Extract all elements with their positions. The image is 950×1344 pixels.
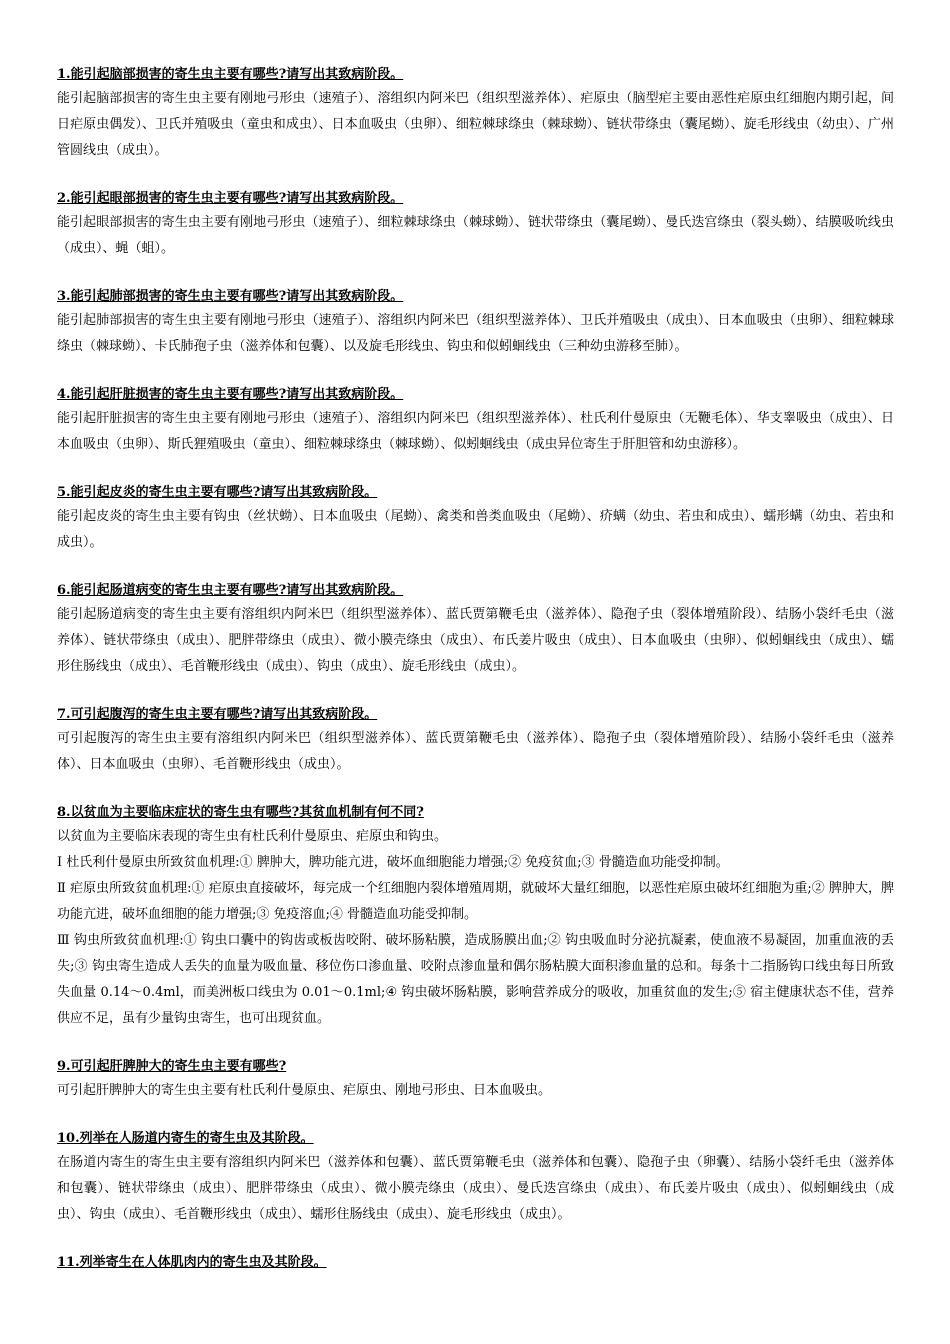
question-title: 2.能引起眼部损害的寄生虫主要有哪些?请写出其致病阶段。: [57, 191, 404, 206]
question-section-8: [57, 802, 894, 1032]
question-section-10: [57, 1128, 894, 1228]
question-section-7: [57, 704, 894, 778]
question-section-6: [57, 580, 894, 680]
question-title: 10.列举在人肠道内寄生的寄生虫及其阶段。: [57, 1131, 314, 1146]
answer-paragraph: Ⅰ 杜氏利什曼原虫所致贫血机理:① 脾肿大，脾功能亢进，破坏血细胞能力增强;② 免疫贫血;③ 骨髓造血功能受抑制。: [57, 855, 729, 870]
question-section-4: [57, 384, 894, 458]
question-title: 9.可引起肝脾肿大的寄生虫主要有哪些?: [57, 1059, 287, 1074]
answer-paragraph: 能引起眼部损害的寄生虫主要有刚地弓形虫（速殖子）、细粒棘球绦虫（棘球蚴）、链状带绦虫（囊尾蚴）、曼氏迭宫绦虫（裂头蚴）、结膜吸吮线虫（成虫）、蝇（蛆）。: [57, 215, 894, 256]
question-section-2: [57, 188, 894, 262]
answer-paragraph: 能引起肺部损害的寄生虫主要有刚地弓形虫（速殖子）、溶组织内阿米巴（组织型滋养体）、卫氏并殖吸虫（成虫）、日本血吸虫（虫卵）、细粒棘球绦虫（棘球蚴）、卡氏肺孢子虫（滋养体和包囊）、以及旋毛形线虫、钩虫和似蚓蛔线虫（三种幼虫游移至肺）。: [57, 313, 894, 354]
question-title: 6.能引起肠道病变的寄生虫主要有哪些?请写出其致病阶段。: [57, 583, 404, 598]
answer-paragraph: 能引起肝脏损害的寄生虫主要有刚地弓形虫（速殖子）、溶组织内阿米巴（组织型滋养体）、杜氏利什曼原虫（无鞭毛体）、华支睾吸虫（成虫）、日本血吸虫（虫卵）、斯氏狸殖吸虫（童虫）、细粒棘球绦虫（棘球蚴）、似蚓蛔线虫（成虫异位寄生于肝胆管和幼虫游移）。: [57, 411, 894, 452]
answer-paragraph: Ⅲ 钩虫所致贫血机理:① 钩虫口囊中的钩齿或板齿咬附、破坏肠粘膜，造成肠膜出血;② 钩虫吸血时分泌抗凝素，使血液不易凝固，加重血液的丢失;③ 钩虫寄生造成人丢失的血量为吸血量、移位伤口渗血量、咬附点渗血量和偶尔肠粘膜大面积渗血量的总和。每条十二指肠钩口线虫每日所致失血量 0.14～0.4ml，而美洲板口线虫为 0.01～0.1ml;④ 钩虫破坏肠粘膜，影响营养成分的吸收，加重贫血的发生;⑤ 宿主健康状态不佳，营养供应不足，虽有少量钩虫寄生，也可出现贫血。: [57, 933, 894, 1026]
answer-paragraph: 以贫血为主要临床表现的寄生虫有杜氏利什曼原虫、疟原虫和钩虫。: [57, 829, 448, 844]
question-title: 11.列举寄生在人体肌肉内的寄生虫及其阶段。: [57, 1255, 327, 1270]
question-section-3: [57, 286, 894, 360]
question-title: 5.能引起皮炎的寄生虫主要有哪些?请写出其致病阶段。: [57, 485, 378, 500]
answer-paragraph: 可引起腹泻的寄生虫主要有溶组织内阿米巴（组织型滋养体）、蓝氏贾第鞭毛虫（滋养体）、隐孢子虫（裂体增殖阶段）、结肠小袋纤毛虫（滋养体）、日本血吸虫（虫卵）、毛首鞭形线虫（成虫）。: [57, 731, 894, 772]
question-section-1: [57, 64, 894, 164]
question-section-9: [57, 1056, 894, 1104]
question-title: 4.能引起肝脏损害的寄生虫主要有哪些?请写出其致病阶段。: [57, 387, 404, 402]
answer-paragraph: 能引起皮炎的寄生虫主要有钩虫（丝状蚴）、日本血吸虫（尾蚴）、禽类和兽类血吸虫（尾蚴）、疥螨（幼虫、若虫和成虫）、蠕形螨（幼虫、若虫和成虫）。: [57, 509, 894, 550]
question-title: 8.以贫血为主要临床症状的寄生虫有哪些?其贫血机制有何不同?: [57, 805, 424, 820]
question-section-11: [57, 1252, 894, 1274]
answer-paragraph: Ⅱ 疟原虫所致贫血机理:① 疟原虫直接破坏，每完成一个红细胞内裂体增殖周期，就破坏大量红细胞，以恶性疟原虫破坏红细胞为重;② 脾肿大，脾功能亢进，破坏血细胞的能力增强;③ 免疫溶血;④ 骨髓造血功能受抑制。: [57, 881, 894, 922]
question-title: 7.可引起腹泻的寄生虫主要有哪些?请写出其致病阶段。: [57, 707, 378, 722]
question-title: 1.能引起脑部损害的寄生虫主要有哪些?请写出其致病阶段。: [57, 67, 404, 82]
answer-paragraph: 能引起肠道病变的寄生虫主要有溶组织内阿米巴（组织型滋养体）、蓝氏贾第鞭毛虫（滋养体）、隐孢子虫（裂体增殖阶段）、结肠小袋纤毛虫（滋养体）、链状带绦虫（成虫）、肥胖带绦虫（成虫）、微小膜壳绦虫（成虫）、布氏姜片吸虫（成虫）、日本血吸虫（虫卵）、似蚓蛔线虫（成虫）、蠕形住肠线虫（成虫）、毛首鞭形线虫（成虫）、钩虫（成虫）、旋毛形线虫（成虫）。: [57, 607, 894, 674]
answer-paragraph: 能引起脑部损害的寄生虫主要有刚地弓形虫（速殖子）、溶组织内阿米巴（组织型滋养体）、疟原虫（脑型疟主要由恶性疟原虫红细胞内期引起，间日疟原虫偶发）、卫氏并殖吸虫（童虫和成虫）、日本血吸虫（虫卵）、细粒棘球绦虫（棘球蚴）、链状带绦虫（囊尾蚴）、旋毛形线虫（幼虫）、广州管圆线虫（成虫）。: [57, 91, 894, 158]
question-section-5: [57, 482, 894, 556]
answer-paragraph: 可引起肝脾肿大的寄生虫主要有杜氏利什曼原虫、疟原虫、刚地弓形虫、日本血吸虫。: [57, 1083, 552, 1098]
question-title: 3.能引起肺部损害的寄生虫主要有哪些?请写出其致病阶段。: [57, 289, 404, 304]
answer-paragraph: 在肠道内寄生的寄生虫主要有溶组织内阿米巴（滋养体和包囊）、蓝氏贾第鞭毛虫（滋养体和包囊）、隐孢子虫（卵囊）、结肠小袋纤毛虫（滋养体和包囊）、链状带绦虫（成虫）、肥胖带绦虫（成虫）、微小膜壳绦虫（成虫）、曼氏迭宫绦虫（成虫）、布氏姜片吸虫（成虫）、似蚓蛔线虫（成虫）、钩虫（成虫）、毛首鞭形线虫（成虫）、蠕形住肠线虫（成虫）、旋毛形线虫（成虫）。: [57, 1155, 894, 1222]
